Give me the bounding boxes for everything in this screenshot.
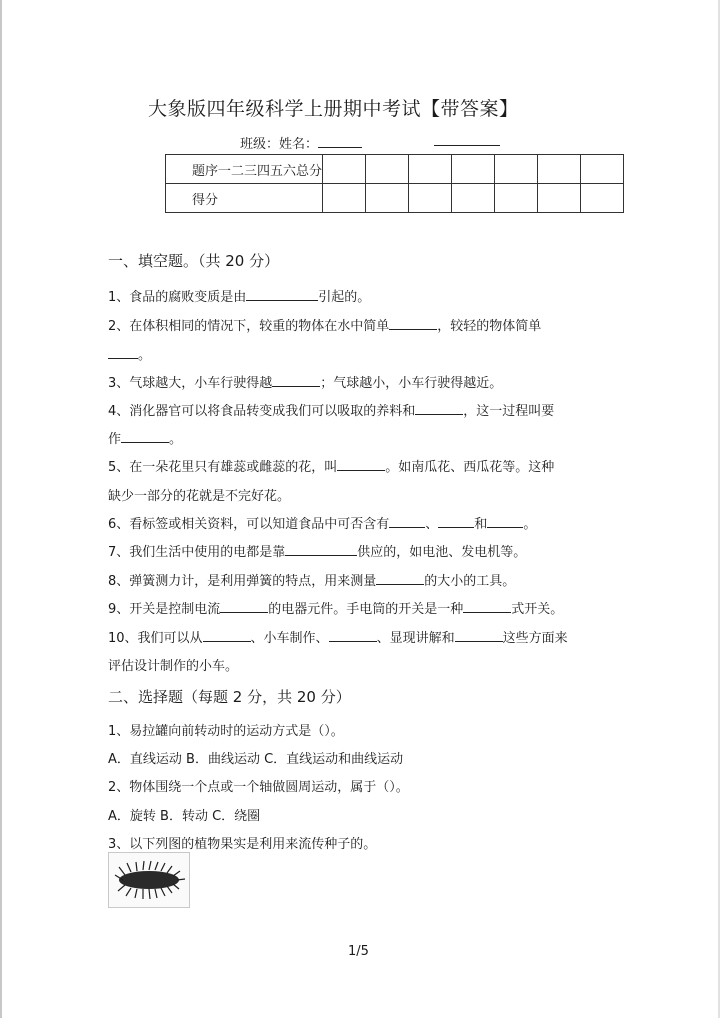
q1-text-a: 1、食品的腐败变质是由 bbox=[108, 290, 247, 305]
score-cell bbox=[495, 184, 538, 213]
question-2 bbox=[108, 315, 541, 334]
q5-text-a: 5、在一朵花里只有雄蕊或雌蕊的花，叫 bbox=[108, 460, 338, 475]
name-label: 姓名： bbox=[279, 137, 319, 152]
score-cell bbox=[581, 184, 624, 213]
question-6 bbox=[108, 513, 536, 532]
q4-text-d: 。 bbox=[169, 432, 183, 447]
score-table-header: 题序一二三四五六总分 bbox=[166, 155, 323, 184]
q7-text-a: 7、我们生活中使用的电都是靠 bbox=[108, 545, 286, 560]
question-10-cont bbox=[108, 655, 238, 674]
score-cell bbox=[452, 184, 495, 213]
q9-text-b: 的电器元件。手电筒的开关是一种 bbox=[268, 602, 464, 617]
score-table-score-row bbox=[166, 184, 624, 213]
q6-text-b: 、 bbox=[425, 517, 439, 532]
q4-text-c: 作 bbox=[108, 432, 122, 447]
name-blank bbox=[318, 135, 362, 148]
q10-text-b: 、小车制作、 bbox=[250, 631, 329, 646]
class-label: 班级： bbox=[240, 137, 280, 152]
answer-blank[interactable] bbox=[487, 515, 523, 528]
answer-blank[interactable] bbox=[389, 317, 437, 330]
q5-text-c: 缺少一部分的花就是不完好花。 bbox=[108, 489, 291, 504]
answer-blank[interactable] bbox=[415, 402, 463, 415]
page-title: 大象版四年级科学上册期中考试【带答案】 bbox=[148, 98, 519, 120]
score-table-header-row bbox=[166, 155, 624, 184]
question-10 bbox=[108, 627, 568, 646]
extra-blank-line bbox=[434, 145, 500, 146]
answer-blank[interactable] bbox=[108, 346, 138, 359]
question-4 bbox=[108, 400, 554, 419]
answer-blank[interactable] bbox=[285, 543, 357, 556]
mc-question-2: 2、物体围绕一个点或一个轴做圆周运动，属于（）。 bbox=[108, 780, 409, 795]
score-cell bbox=[452, 155, 495, 184]
score-cell bbox=[366, 155, 409, 184]
page-number: 1/5 bbox=[348, 944, 369, 959]
q4-text-a: 4、消化器官可以将食品转变成我们可以吸取的养料和 bbox=[108, 404, 416, 419]
score-cell bbox=[366, 184, 409, 213]
question-4-cont bbox=[108, 428, 182, 447]
q4-text-b: ，这一过程叫要 bbox=[463, 404, 555, 419]
q10-text-e: 评估设计制作的小车。 bbox=[108, 659, 239, 674]
q3-text-a: 3、气球越大，小车行驶得越 bbox=[108, 376, 273, 391]
question-1 bbox=[108, 286, 370, 305]
plant-fruit-image bbox=[108, 852, 190, 908]
question-2-cont bbox=[108, 344, 151, 363]
score-cell bbox=[581, 155, 624, 184]
q6-text-c: 和 bbox=[474, 517, 488, 532]
q9-text-a: 9、开关是控制电流 bbox=[108, 602, 221, 617]
answer-blank[interactable] bbox=[463, 600, 511, 613]
question-5 bbox=[108, 456, 554, 475]
question-8 bbox=[108, 570, 515, 589]
score-table bbox=[165, 154, 624, 213]
mc-question-3: 3、以下列图的植物果实是利用来流传种子的。 bbox=[108, 837, 377, 852]
answer-blank[interactable] bbox=[376, 572, 424, 585]
q8-text-a: 8、弹簧测力计，是利用弹簧的特点，用来测量 bbox=[108, 574, 377, 589]
answer-blank[interactable] bbox=[455, 629, 503, 642]
q1-text-b: 引起的。 bbox=[318, 290, 371, 305]
q3-text-b: ；气球越小，小车行驶得越近。 bbox=[320, 376, 503, 391]
answer-blank[interactable] bbox=[329, 629, 377, 642]
q10-text-c: 、显现讲解和 bbox=[376, 631, 455, 646]
mc-question-1: 1、易拉罐向前转动时的运动方式是（）。 bbox=[108, 724, 344, 739]
mc-question-2-options: A．旋转 B．转动 C．绕圈 bbox=[108, 809, 261, 824]
q5-text-b: 。如南瓜花、西瓜花等。这种 bbox=[385, 460, 555, 475]
score-cell bbox=[495, 155, 538, 184]
answer-blank[interactable] bbox=[121, 430, 169, 443]
q9-text-c: 式开关。 bbox=[511, 602, 564, 617]
score-cell bbox=[409, 184, 452, 213]
answer-blank[interactable] bbox=[220, 600, 268, 613]
question-9 bbox=[108, 598, 563, 617]
score-cell bbox=[409, 155, 452, 184]
answer-blank[interactable] bbox=[246, 288, 318, 301]
section1-heading: 一、填空题。（共 20 分） bbox=[108, 252, 280, 270]
answer-blank[interactable] bbox=[438, 515, 474, 528]
spiky-fruit-icon bbox=[109, 853, 189, 907]
q8-text-b: 的大小的工具。 bbox=[424, 574, 516, 589]
mc-question-1-options: A．直线运动 B．曲线运动 C．直线运动和曲线运动 bbox=[108, 752, 404, 767]
page-border-left bbox=[0, 0, 2, 1018]
answer-blank[interactable] bbox=[272, 374, 320, 387]
score-cell bbox=[538, 155, 581, 184]
answer-blank[interactable] bbox=[337, 458, 385, 471]
q10-text-a: 10、我们可以从 bbox=[108, 631, 203, 646]
q6-text-a: 6、看标签或相关资料，可以知道食品中可否含有 bbox=[108, 517, 390, 532]
q2-text-c: 。 bbox=[138, 348, 152, 363]
score-cell bbox=[538, 184, 581, 213]
score-cell bbox=[323, 155, 366, 184]
section2-heading: 二、选择题（每题 2 分，共 20 分） bbox=[108, 688, 351, 706]
question-3 bbox=[108, 372, 502, 391]
q7-text-b: 供应的，如电池、发电机等。 bbox=[357, 545, 527, 560]
answer-blank[interactable] bbox=[389, 515, 425, 528]
q2-text-a: 2、在体积相同的情况下，较重的物体在水中简单 bbox=[108, 319, 390, 334]
answer-blank[interactable] bbox=[203, 629, 251, 642]
q2-text-b: ，较轻的物体简单 bbox=[437, 319, 542, 334]
question-5-cont bbox=[108, 485, 290, 504]
class-name-line bbox=[240, 133, 362, 152]
score-row-label: 得分 bbox=[166, 184, 323, 213]
q10-text-d: 这些方面来 bbox=[502, 631, 568, 646]
score-cell bbox=[323, 184, 366, 213]
question-7 bbox=[108, 541, 526, 560]
q6-text-d: 。 bbox=[523, 517, 537, 532]
